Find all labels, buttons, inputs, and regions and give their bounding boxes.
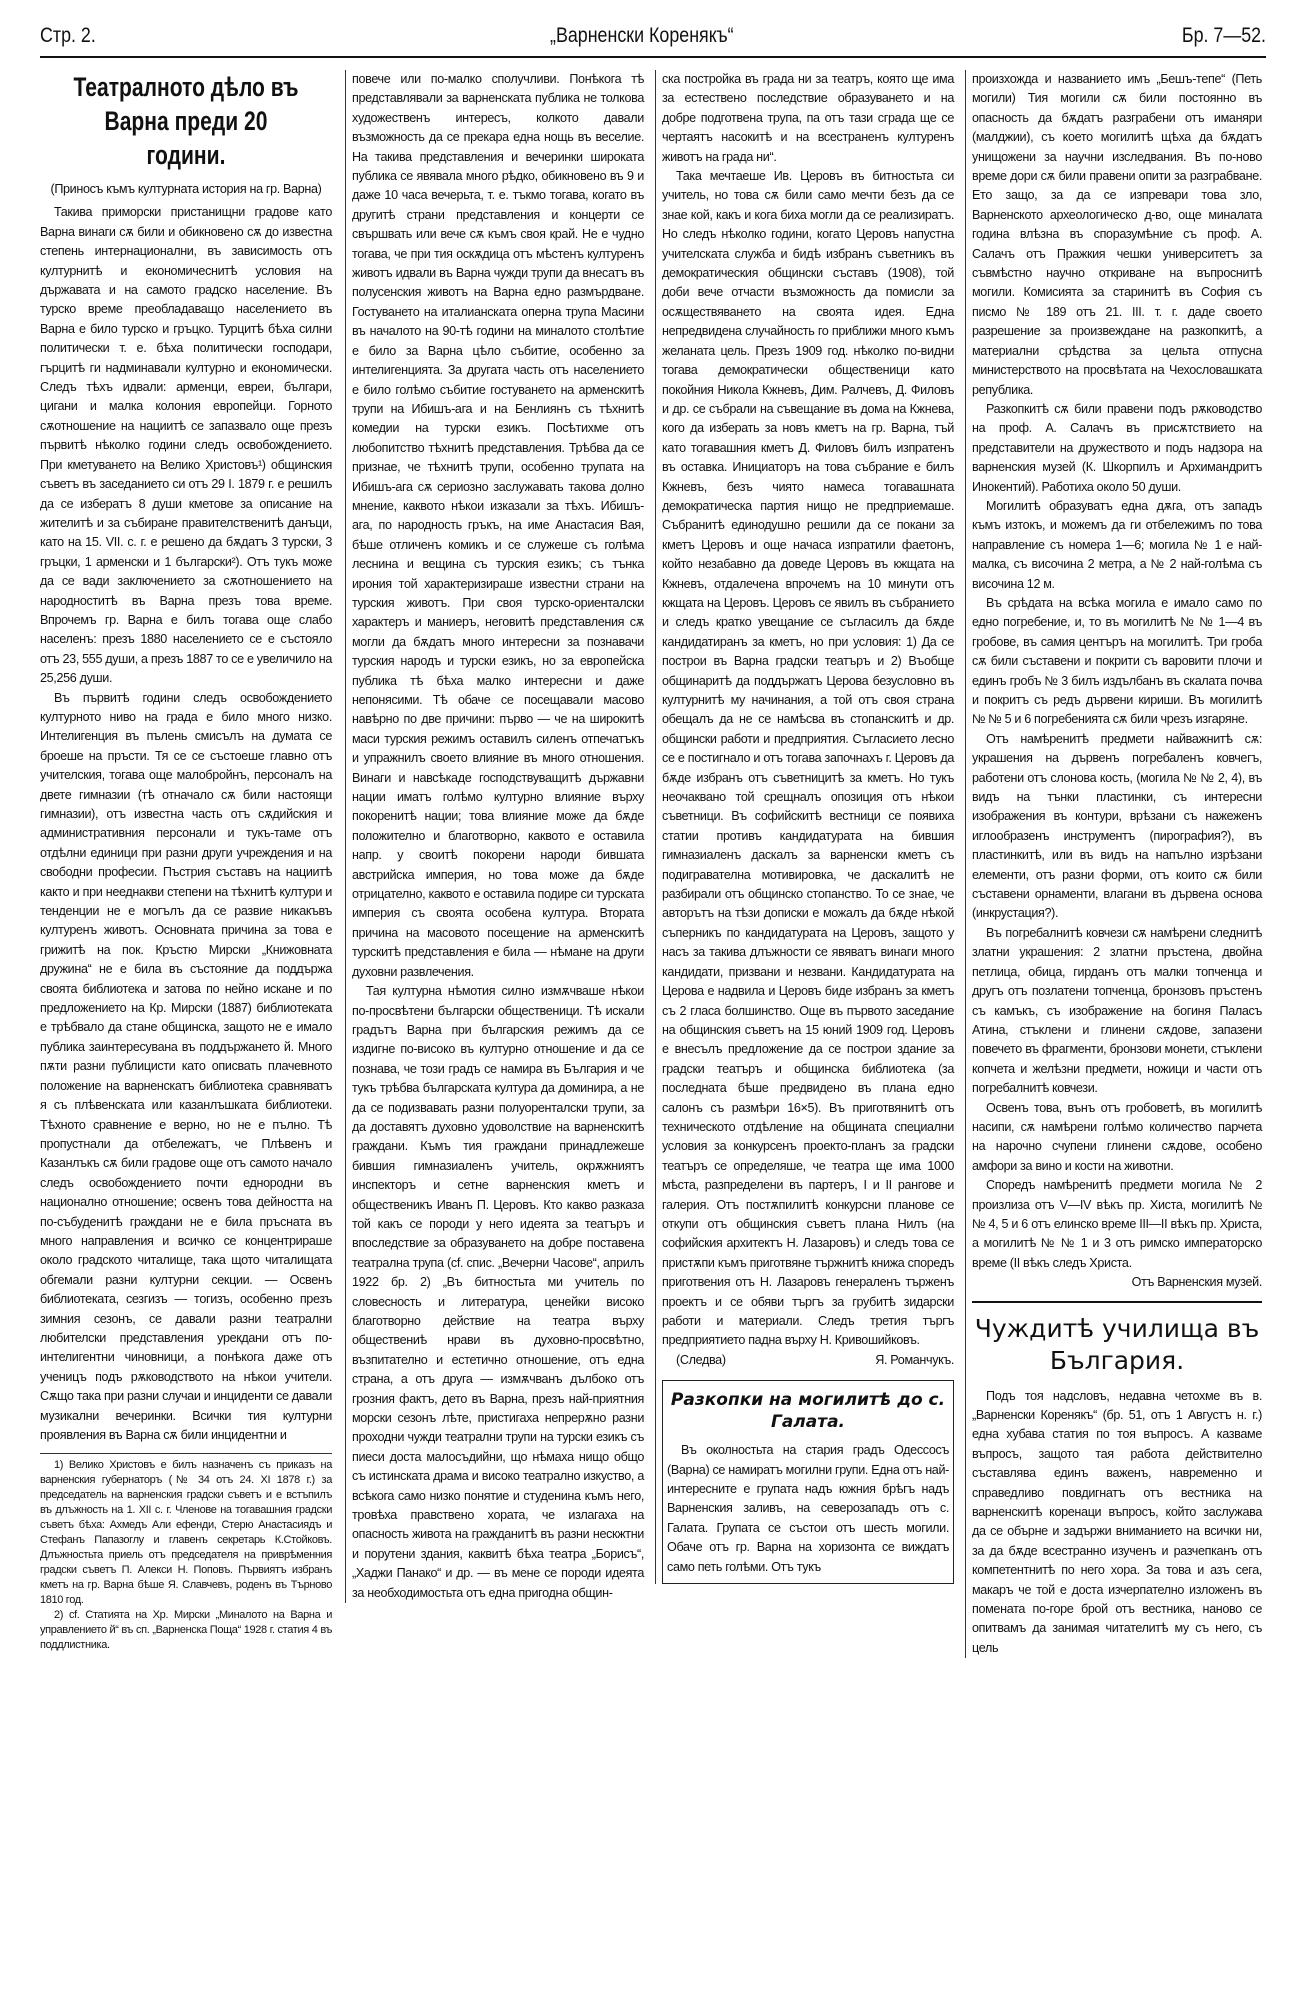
paragraph: Въ първитѣ години следъ освобождението културното ниво на града е било много низко. Интелигенция въ пълень смисълъ на думата се броеше на пръсти. Тя се се състоеше главно отъ учителския, тогава още малобройнъ, персоналъ на двете гимназии (тѣ отначало сѫ били настоящи гимназии), отъ известна часть отъ сѫдийския и административния персонали и тукъ-таме отъ отдѣлни единици при разни други учреждения и на свободни професии. Пъстрия съставъ на нациитѣ както и при нееднакви степени на тѣхнитѣ култури и тенденции не е могълъ да се развие никакъвъ културенъ животъ. Основната причина за това е грижитѣ на пок. Кръстю Мирски „Книжовната дружина“ не е била въ състояние да поддържа своята библиотека и затова по нейно искане и по предложението на Кр. Мирски (1887) библиотеката е трѣбвало да стане общинска, защото не е имало публика заинтересувана въ поддържането й. Много пѫти разни публицисти като описвать плачевното положение на варненскатъ библиотека сравняватъ я съ плѣвенската или казанлъшката библиотеки. Тѣхното сравнение е верно, но не е пълно. Тѣ пропустнали да отбележатъ, че Плѣвенъ и Казанлъкъ сѫ били градове още отъ самото начало следъ освобождението почти еднородни въ национално отношение; освенъ това дейността на по-събуденитѣ граждани не е била пръсната въ много направления и всичко се концентрираше около градското читалище, така щото читалищата обгемали разни културни секции. — Освенъ библиотеката, сезгизъ — тогизъ, особенно презъ зимния сезонъ, се давали разни театрални любителски представления урекдани отъ по-интелигентни чиновници, а понѣкога даже отъ ученицъ подъ рѫководството на нѣкои учители. Сѫщо така при разни случаи и инциденти се давали музикални вечеринки. Всички тия културни проявления въ Варна сѫ били инцидентни и [40,690,332,1442]
paragraph: произхожда и названието имъ „Бешъ-тепе“ (Петь могили) Тия могили сѫ били постоянно въ опасность да бѫдатъ разграбени отъ иманяри (малджии), съ което могилитѣ щѣха да бѫдатъ унищожени за научни изследвания. Въ по-ново време дори сѫ били правени опити за разграбване. Ето защо, за да се изпревари това зло, Варненското археологическо д-во, още миналата година влѣзна въ споразумѣние съ проф. А. Салачъ отъ Пражкия чешки университетъ за съвмѣстно научно откриване на въпроснитѣ могили. Комисията за старинитѣ въ София съ писмо № 189 отъ 21. III. т. г. даде своето разрешение за произвеждане на разкопкитѣ, а материални срѣдства за цельта отпусна министерството на просвѣтата на Чехословашката република. [972,72,1262,397]
paragraph: Споредъ намѣренитѣ предмети могила № 2 произлиза отъ V—IV вѣкъ пр. Хиста, могилитѣ № № 4, 5 и 6 отъ елинско време III—II вѣкъ пр. Христа, а могилитѣ № № 1 и 3 отъ римско императорско време (II вѣкъ следъ Христа. [972,1178,1262,1270]
article-title: Театралното дѣло въ Варна преди 20 години. [73,72,299,170]
column-3 [655,70,954,1584]
paragraph: Освенъ това, вънъ отъ гробоветѣ, въ могилитѣ насипи, сѫ намѣрени голѣмо количество парчета на нарочно счупени глинени сѫдове, особено амфори за вино и кости на животни. [972,1100,1262,1173]
paragraph: повече или по-малко сполучливи. Понѣкога тѣ представлявали за варненската публика не толкова художественъ интересъ, колкото давали възможность да се прекара една нощь въ веселие. На такива представления и вечеринки широката публика се явявала много рѣдко, обикновено въ 9 и даже 10 часа вечерьта, т. е. тъкмо тогава, когато въ другитѣ страни представления и концерти се свършвать или вече сѫ къмъ своя край. Не е чудно тогава, че при тия оскѫдица отъ мѣстенъ културенъ животъ идвали въ Варна чужди трупи да внесатъ въ полусенския животъ на Варна едно размърдване. Гостуването на италианската оперна трупа Масини въ началото на 90-тѣ години на миналото столѣтие е било за Варна цѣло събитие, особенно за интелигенцията. За другата часть отъ населението е било голѣмо събитие гостуването на арменскитѣ трупи на Ибишъ-ага и на Бенлиянъ съ тѣхнитѣ комедии на турски езикъ. Посѣтихме отъ любопитство тѣхнитѣ представления. Трѣбва да се признае, че тѣхнитѣ трупи, особенно трупата на Ибишъ-ага сѫ сериозно заслужавать такова долно мнение, каквото нѣкои изказали за тѣхъ. Ибишъ-ага, по народность гръкъ, на име Анастасия Вая, бѣше отличенъ комикъ и се служеше съ голѣма леснина и вещина съ турския езикъ; съ тънка ирония той характеризираше известни страни на турския животъ. При своя турско-ориенталски характеръ и маниеръ, неговитѣ представления сѫ могли да бѫдатъ много интересни за познавачи турския народъ и турски езикъ, но за европейска публика тѣ бѣха малко интересни и даже непонясими. Тѣ обаче се посещавали масово навѣрно по две причини: първо — че на широкитѣ маси турския режимъ оставилъ силенъ отпечатъкъ и упражнилъ своето влияние въ много отношения. Винаги и навсѣкаде господствуващитѣ държавни нации иматъ голѣмо културно влияние върху покоренитѣ нации; това влияние може да бѫде положително и благотворно, каквото е оставила напр. у своитѣ покорени народи бившата австрийска империя, но това може да бѫде отрицателно, каквото е оставила подире си турската империя съ своята особена култура. Втората причина на масовото посещение на арменскитѣ турскитѣ представления е била — нѣмане на други духовни развлечения. [352,72,644,979]
divider [972,1301,1262,1303]
column-4 [965,70,1262,1658]
paragraph: Въ околностьта на стария градъ Одессосъ (Варна) се намиратъ могилни групи. Една отъ най-интересните е групата надъ южния брѣгъ надъ Варненския заливъ, на северозападъ отъ с. Галата. Групата се състои отъ шесть могили. Обаче отъ гр. Варна на хоризонта се виждатъ само петь голѣми. Отъ тукъ [667,1443,949,1574]
footnotes [40,1453,332,1653]
column-2 [345,70,644,1603]
issue-number: Бр. 7—52. [1181,24,1266,47]
article-title: Чуждитѣ училища въ България. [974,1313,1260,1375]
newspaper-title: „Варненски Коренякъ“ [550,24,734,47]
article-excavations [662,1380,954,1584]
author: Я. Романчукъ. [875,1352,954,1367]
paragraph: Подъ тоя надсловъ, недавна четохме въ в. „Варненски Коренякъ“ (бр. 51, отъ 1 Августъ н. г.) една хубава статия по тоя въпросъ. А казваме въпросъ, защото тая работа действително съставлява единъ важенъ, навременно и справедливо повдигнатъ отъ вестника на варненскитѣ коренаци въпросъ, който заслужава да се обърне и задържи вниманието на всички ни, за да бѫде всестранно изученъ и разчепканъ отъ компетентнитѣ по него хора. За това и азъ сега, макаръ че той е доста изчерпателно изложенъ въ помената по-горе брой отъ вестника, наново се опитвамъ да занимая читателитѣ му съ него, съ цель [972,1388,1262,1655]
paragraph: Тая културна нѣмотия силно измѫчваше нѣкои по-просвѣтени български общественици. Тѣ искали градътъ Варна при българския режимъ да се издигне по-високо въ културно отношение и да се познава, че този градъ се намира въ България и че тукъ трѣбва българската култура да доминира, а не да се подизвавать разни полуоренталски трупи, за да доставятъ духовно удоволствие на варненскитѣ граждани. Къмъ тия граждани принадлежеше бившия гимназиаленъ учитель, окрѫжниятъ инспекторъ и сетне варненския кметъ и общественикъ Иванъ П. Церовъ. Кто какво разказа той какъ се породи у него идеята за театъръ и впоследствие за образуването на добре поставена театрална трупа (cf. спис. „Вечерни Часове“, априлъ 1922 бр. 2) „Въ битностьта ми учитель по словесность и литература, ценейки високо благотворно действие на театра върху обществениѣ нрави въ духовно-просвѣтно, възпитателно и естетично отношение, отъ една страна, а отъ друга — измѫчванъ дълбоко отъ грозния фактъ, дето въ Варна, презъ най-приятния морски сезонъ лѣте, пристигаха непрерѫно разни проходни чужди театрални трупи на турски езикъ съ пиеси доста малосъдийни, що нѣмаха нищо общо съ истинската драма и високо театрално изкуство, а всѣкога само низко понятие и студенина къмъ него, тровѣха правствено хората, че излагаха на опасность живота на гражданитѣ въ разни нескжтни и порутени здания, каквитѣ бѣха театра „Борисъ“, „Хаджи Панако“ и др. — въ мене се породи идеята за необходимостьта отъ една пригодна общин- [352,984,644,1600]
paragraph: ска постройка въ града ни за театръ, която ще има за естествено последствие образуването и на добре подготвена трупа, па отъ тази сграда ще се чертаятъ насокитѣ и на всестраненъ културенъ животъ на града ни“. [662,72,954,164]
page-number: Стр. 2. [40,24,96,47]
paragraph: Могилитѣ образуватъ една дѫга, отъ западъ къмъ изтокъ, и можемъ да ги отбележимъ по това направление съ номера 1—6; могила № 1 е най-малка, съ височина 2 метра, а № 2 най-голѣма съ височина 12 м. [972,498,1262,591]
signature-line [662,1351,954,1370]
paragraph: Отъ намѣренитѣ предмети найважнитѣ сѫ: украшения на дървенъ погребаленъ ковчегъ, работени отъ слонова кость, (могила № № 2, 4), въ видъ на тънки пластинки, съ интересни изображения въ контури, врѣзани съ нажеженъ иглообразенъ инструментъ (пирография?), въ пластинкитѣ, или въ видъ на напълно изрѣзани елементи, отъ разни форми, отъ които сѫ били съставени орнаменти, влагани въ дървена основа (инкрустация?). [972,731,1262,921]
article-subtitle: (Приносъ къмъ културната история на гр. Варна) [50,182,322,196]
paragraph: Въ погребалнитѣ ковчези сѫ намѣрени следнитѣ златни украшения: 2 златни пръстена, двойна петлица, обица, гирданъ отъ малки топченца и другъ отъ позлатени топченца, бронзовъ пръстенъ съ камъкъ, съ изображение на богиня Паласъ Атина, стъклени и глинени сѫдове, запазени повечето въ фрагменти, бронзови монети, стъклени копчета и желѣзни предмети, ножици и части отъ погребалнитѣ ковчези. [972,925,1262,1096]
article-title: Разкопки на могилитѣ до с. Галата. [670,1390,946,1433]
paragraph: Така мечтаеше Ив. Церовъ въ битностьта си учитель, но това сѫ били само мечти безъ да се знае кой, какъ и кога биха могли да се реализиратъ. Но следъ нѣколко години, когато Церовъ напустна учителската служба и бидѣ избранъ съветникъ въ демократическия общински съставъ (1908), той доби вече отчасти възможность да помисли за осѫществяването на своята идея. Една непредвидена случайность го приближи много къмъ желаната цель. Презъ 1909 год. нѣколко по-видни тогава демократически общественици като покойния Никола Кжневъ, Дим. Ралчевъ, Д. Филовъ и др. се събрали на съвещание въ дома на Кжнева, кого да изберать за новъ кметъ на гр. Варна, тъй като тогавашния кметъ Д. Филовъ билъ изпратенъ въ оставка. Инициаторъ на това събрание е билъ Кжневъ, безъ чиято намеса тогавашната демократическа партия нищо не предприемаше. Събранитѣ единодушно решили да се покани за кметъ Церовъ и още начаса изпратили фаетонъ, който незабавно да доведе Церовъ въ кжщата на Кжневъ, отдалечена впрочемъ на 10 минути отъ кжщата на Церовъ. Церовъ се явилъ въ събранието и следъ кратко увещание се съгласилъ да бѫде кандидатиранъ за кметъ, но при условия: 1) Да се построи въ Варна градски театъръ и 2) Въобще общинаритѣ да поддържатъ Церова безусловно въ културнитѣ му начинания, а той отъ своя страна обещалъ да не се намѣсва въ стопанскитѣ и др. общински работи и предприятия. Съгласието лесно се е постигнало и отъ тогава започнахъ г. Церовъ да бѫде избранъ отъ съветницитѣ за кметъ. Но тукъ неочаквано той срещналъ опозиция отъ нѣкои съветници. Въ софийскитѣ вестници се появиха статии противъ кандидатурата на бившия гимназиаленъ даскалъ за варненски кметъ съ подигравателна мотивировка, че даскалитѣ не разбирали отъ общинско стопанство. То се знае, че авторътъ на тѣзи дописки е можалъ да бѫде нѣкой съперникъ по кандидатурата на Церовъ, защото у насъ за такива длъжности се явяватъ винаги много кандидати, призвани и незвани. Кандидатурата на Церова е надвила и Церовъ биде избранъ за кметъ съ 2 гласа болшинство. Още въ първото заседание на общинския съветъ на 15 юний 1909 год. Церовъ е внесълъ предложение да се построи здание за градски театъръ и общинска библиотека (за последната бѣше предвидено въ плана едно салонъ съ размѣри 16×5). Въ приготвянитѣ отъ техническото отдѣление на общината специални условия за конкурсенъ проекто-планъ за градски театъръ се определяше, че театра ще има 1000 мѣста, разпределени въ партеръ, I и II рангове и галерия. Отъ постѫпилитѣ конкурсни планове се откупи отъ общинския съветъ плана Нилъ (на софийския архитектъ Н. Лазаровъ) и следъ това се пристѫпи къмъ приготвяне тържнитѣ книжа споредъ приготвения отъ Н. Лазаровъ генераленъ търженъ проектъ и се обяви търгъ за грубитѣ зидарски работи и материали. Следъ третия търгъ предприятието падна върху Н. Кривошийковъ. [662,169,954,1348]
page-header [40,20,1266,58]
paragraph: Такива приморски пристанищни градове като Варна винаги сѫ били и обикновено сѫ до известна степень интернационални, въ зависимость отъ културнитѣ и економичеснитѣ условия на държавата и на самото градско население. Въ турско време преобладаващо населението въ Варна е било турско и гръцко. Турцитѣ бѣха силни политически т. е. бѣха политически господари, гърцитѣ ги надминавали културно и економически. Следъ тѣхъ идвали: арменци, евреи, българи, цигани и малка колония европейци. Горното сѫотношение на нациитѣ се запазвало още презъ първитѣ нѣколко години следъ освобождението. При кметуването на Велико Христовъ¹) общинския съветъ въ заседанието си отъ 29 I. 1879 г. е решилъ да се избератъ 8 души кметове за описание на жителитѣ и за събиране правителственитѣ данъци, като на 15. VII. с. г. е решено да бѫдатъ 3 турски, 3 гръцки, 1 арменски и 1 български²). Отъ тукъ може да се вади заключението за сѫотношението на народноститѣ въ Варна презъ това време. Впрочемъ гр. Варна е билъ тогава още слабо населенъ: презъ 1880 населението се е състояло отъ 23, 555 души, а презъ 1887 то се е увеличило на 25,256 души. [40,205,332,686]
source-credit: Отъ Варненския музей. [1131,1275,1262,1290]
column-1 [40,70,332,1653]
footnote: 1) Велико Христовъ е билъ назначенъ съ приказъ на варненския губернаторъ (№ 34 отъ 24. XI 1878 г.) за председатель на варненския градски съветъ и е встъпилъ въ длъжность на 1. XII с. г. Членове на тогавашния градски съветъ бѣха: Ахмедъ Али ефенди, Стерю Анастасиядъ и Стефанъ Папазоглу и главенъ секретарь К.Стойковъ. Длъжностьта приель отъ председателя на приврѣменния градски съветъ П. Алекси Н. Поповъ. Първиятъ избранъ кметъ на гр. Варна бѣше Я. Славчевъ, роденъ въ Търново 1810 год. [40,1459,332,1607]
to-be-continued: (Следва) [676,1352,726,1367]
paragraph: Разкопкитѣ сѫ били правени подъ рѫководство на проф. А. Салачъ въ присѫтствието на представители на дружеството и подъ надзора на варненския музей (К. Шкорпилъ и Архимандритъ Инокентий). Работиха около 50 души. [972,401,1262,494]
footnote: 2) cf. Статията на Хр. Мирски „Миналото на Варна и управлението й“ въ сп. „Варненска Поща“ 1928 г. статия 4 въ поддлистника. [40,1609,332,1652]
paragraph: Въ срѣдата на всѣка могила е имало само по едно погребение, и, то въ могилитѣ № № 1—4 въ гробове, въ самия центъръ на могилитѣ. Три гроба сѫ били съставени и покрити съ варовити плочи и единъ гробъ № 3 билъ издълбанъ въ скалата почва и покритъ съ редъ дървени кириши. Въ могилитѣ № № 5 и 6 погребенията сѫ били чрезъ изгаряне. [972,595,1262,727]
